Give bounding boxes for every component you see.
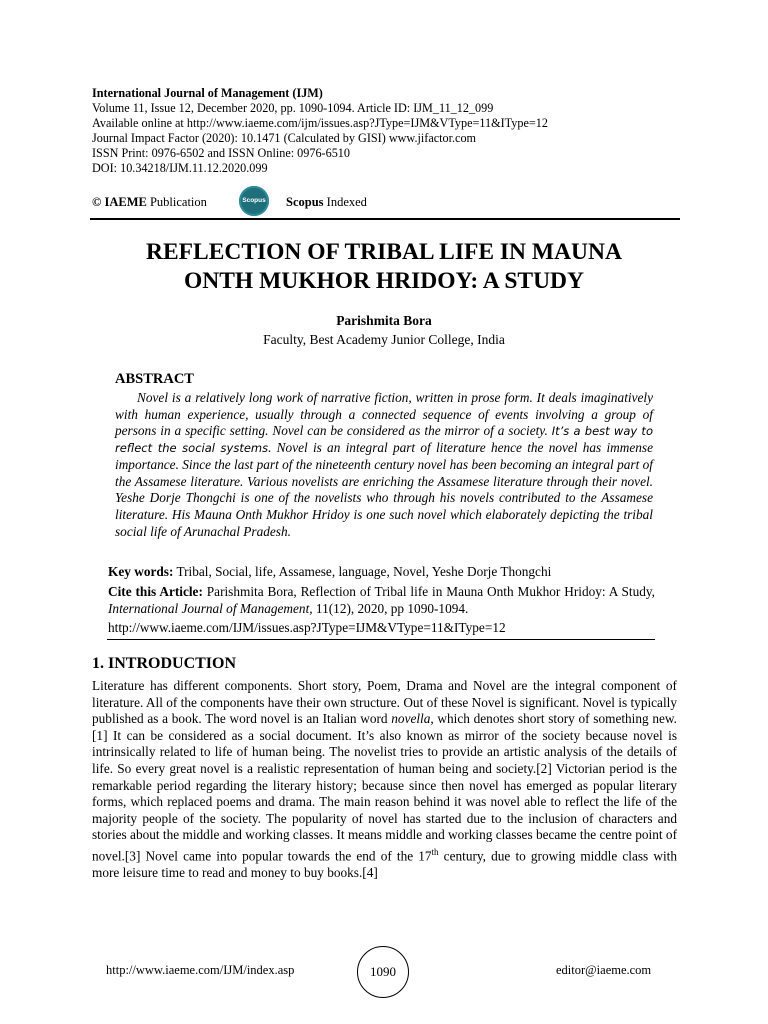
footer-email[interactable]: editor@iaeme.com <box>556 963 652 977</box>
abstract-text: Novel is a relatively long work of narrative fiction, written in prose form. It deals imaginatively with human experience, usually through a connected sequence of events involving a group of persons in a specific setting. Novel can be considered as the mirror of a society. It’s a best way to reflect the social systems. Novel is an integral part of literature hence the novel has immense importance. Since the last part of the nineteenth century novel has been becoming an integral part of the Assamese literature. Various novelists are enriching the Assamese literature through their novel. Yeshe Dorje Thongchi is one of the novelists who through his novels contributed to the Assamese literature. His Mauna Onth Mukhor Hridoy is one such novel which elaborately depicting the tribal social life of Arunachal Pradesh. <box>115 390 653 539</box>
indexed-name: Scopus <box>286 195 324 209</box>
publisher-name: IAEME <box>104 195 147 209</box>
indexed-suffix: Indexed <box>326 195 367 209</box>
publisher-suffix: Publication <box>149 195 207 209</box>
volume-info: Volume 11, Issue 12, December 2020, pp. 1090-1094. Article ID: IJM_11_12_099 <box>92 101 494 115</box>
page-number: 1090 <box>357 946 409 998</box>
citation-label: Cite this Article: <box>108 584 203 599</box>
journal-title: International Journal of Management (IJM) <box>92 86 323 100</box>
abstract-divider <box>107 639 655 640</box>
publisher-credit <box>92 195 207 210</box>
issn-info: ISSN Print: 0976-6502 and ISSN Online: 0976-6510 <box>92 146 350 160</box>
title-line-2: ONTH MUKHOR HRIDOY: A STUDY <box>184 268 584 294</box>
abstract-heading: ABSTRACT <box>115 371 194 387</box>
publication-row <box>92 186 682 218</box>
title-line-1: REFLECTION OF TRIBAL LIFE IN MAUNA <box>146 239 622 265</box>
footer-url[interactable]: http://www.iaeme.com/IJM/index.asp <box>106 963 295 977</box>
copyright-symbol: © <box>92 195 102 209</box>
keywords <box>108 563 655 580</box>
doi-info: DOI: 10.34218/IJM.11.12.2020.099 <box>92 161 268 175</box>
header-divider <box>90 218 680 220</box>
citation: Cite this Article: Parishmita Bora, Reflection of Tribal life in Mauna Onth Mukhor Hridoy: A Study, International Journal of Management, 11(12), 2020, pp 1090-1094. <box>108 584 655 616</box>
keywords-text: Tribal, Social, life, Assamese, language, Novel, Yeshe Dorje Thongchi <box>173 564 552 579</box>
article-title <box>80 238 688 296</box>
impact-factor: Journal Impact Factor (2020): 10.1471 (Calculated by GISI) www.jifactor.com <box>92 131 477 145</box>
indexed-label <box>286 195 367 210</box>
section-heading-introduction: 1. INTRODUCTION <box>92 655 237 672</box>
author-affiliation: Faculty, Best Academy Junior College, India <box>263 332 505 347</box>
author-name: Parishmita Bora <box>336 313 432 328</box>
introduction-paragraph: Literature has different components. Short story, Poem, Drama and Novel are the integral component of literature. All of the components have their own structure. Out of these Novel is significant. Novel is typically published as a book. The word novel is an Italian word novella, which denotes short story of something new.[1] It can be considered as a social document. It’s also known as mirror of the society because novel is intrinsically related to life of human being. The novelist tries to provide an artistic analysis of the details of life. So every great novel is a realistic representation of human being and society.[2] Victorian period is the remarkable period regarding the literary history; because since then novel has emerged as popular literary forms, which replaced poems and drama. The main reason behind it was novel able to reflect the life of the majority people of the society. The popularity of novel has started due to the inclusion of characters and stories about the middle and working classes. It means middle and working classes became the centre point of novel.[3] Novel came into popular towards the end of the 17th century, due to growing middle class with more leisure time to read and money to buy books.[4] <box>92 678 677 880</box>
online-url[interactable]: Available online at http://www.iaeme.com/ijm/issues.asp?JType=IJM&VType=11&IType=12 <box>92 116 548 130</box>
scopus-logo-icon: Scopus <box>239 186 269 216</box>
journal-header <box>92 86 548 176</box>
keywords-label: Key words: <box>108 564 174 579</box>
citation-url[interactable]: http://www.iaeme.com/IJM/issues.asp?JType=IJM&VType=11&IType=12 <box>108 620 506 635</box>
